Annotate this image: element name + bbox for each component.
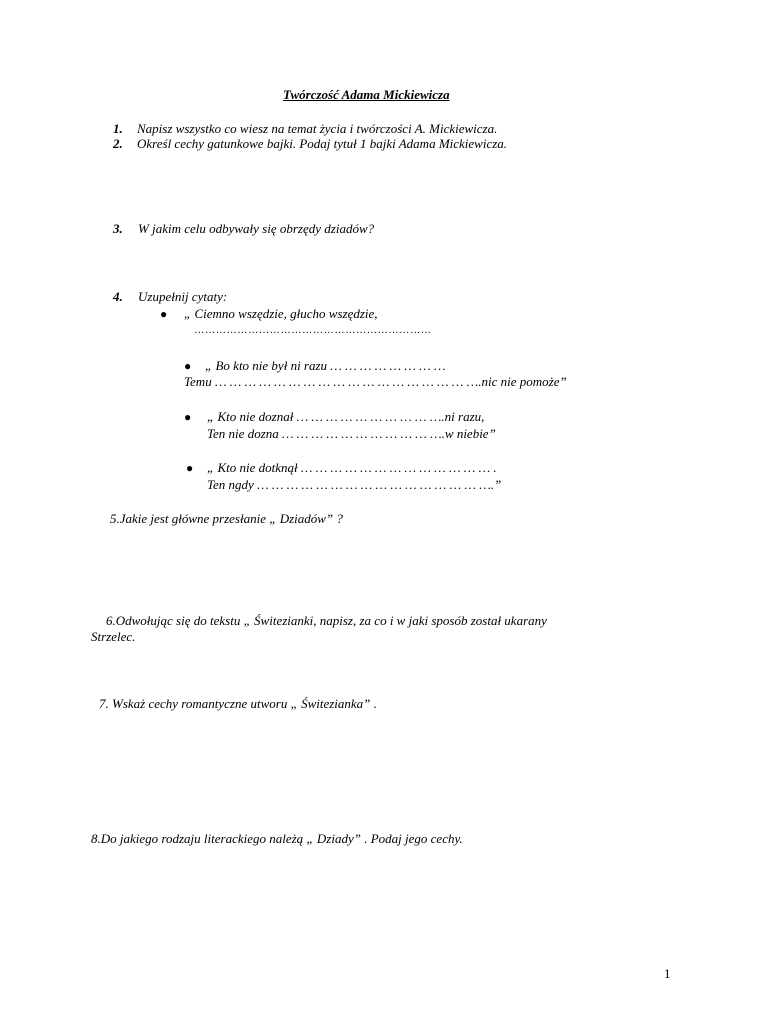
question-8-text: 8.Do jakiego rodzaju literackiego należą „ Dziady” . Podaj jego cechy. bbox=[91, 831, 463, 846]
question-4-text: Uzupełnij cytaty: bbox=[138, 289, 228, 304]
question-3-text: W jakim celu odbywały się obrzędy dziadów? bbox=[138, 221, 375, 236]
page-title: Twórczość Adama Mickiewicza bbox=[283, 87, 450, 102]
question-3-number: 3. bbox=[113, 221, 123, 236]
question-7-text: 7. Wskaż cechy romantyczne utworu „ Świtezianka” . bbox=[99, 696, 377, 711]
bullet-icon: ● bbox=[184, 410, 192, 424]
question-5-text: 5.Jakie jest główne przesłanie „ Dziadów” ? bbox=[110, 511, 343, 526]
question-1-number: 1. bbox=[113, 121, 123, 136]
quote-4-line-2: Ten ngdy … … … … … … … … … … … … … … … ….” bbox=[207, 477, 502, 492]
bullet-icon: ● bbox=[160, 307, 168, 321]
quote-1-line-2: … … … … … … … … … … … … … … … … … … … … … … bbox=[195, 325, 431, 336]
question-1-text: Napisz wszystko co wiesz na temat życia i twórczości A. Mickiewicza. bbox=[137, 121, 498, 136]
quote-3-line-1: „ Kto nie doznał … … … … … … … … … ….ni razu, bbox=[207, 409, 485, 424]
question-2-number: 2. bbox=[113, 136, 123, 151]
question-2-text: Określ cechy gatunkowe bajki. Podaj tytuł 1 bajki Adama Mickiewicza. bbox=[137, 136, 508, 151]
bullet-icon: ● bbox=[184, 359, 192, 373]
page-number: 1 bbox=[664, 966, 671, 981]
bullet-icon: ● bbox=[186, 461, 194, 475]
question-6-line-1: 6.Odwołując się do tekstu „ Świtezianki, napisz, za co i w jaki sposób został ukarany bbox=[106, 613, 547, 628]
quote-3-line-2: Ten nie dozna … … … … … … … … … … ….w niebie” bbox=[207, 426, 496, 441]
quote-4-line-1: „ Kto nie dotknął … … … … … … … … … … … … … . bbox=[207, 460, 497, 475]
question-4-number: 4. bbox=[113, 289, 123, 304]
quote-1-line-1: „ Ciemno wszędzie, głucho wszędzie, bbox=[184, 306, 378, 321]
quote-2-line-2: Temu … … … … … … … … … … … … … … … … … ….nic nie pomoże” bbox=[184, 374, 567, 389]
question-6-line-2: Strzelec. bbox=[91, 629, 136, 644]
quote-2-line-1: „ Bo kto nie był ni razu … … … … … … … … bbox=[205, 358, 446, 373]
